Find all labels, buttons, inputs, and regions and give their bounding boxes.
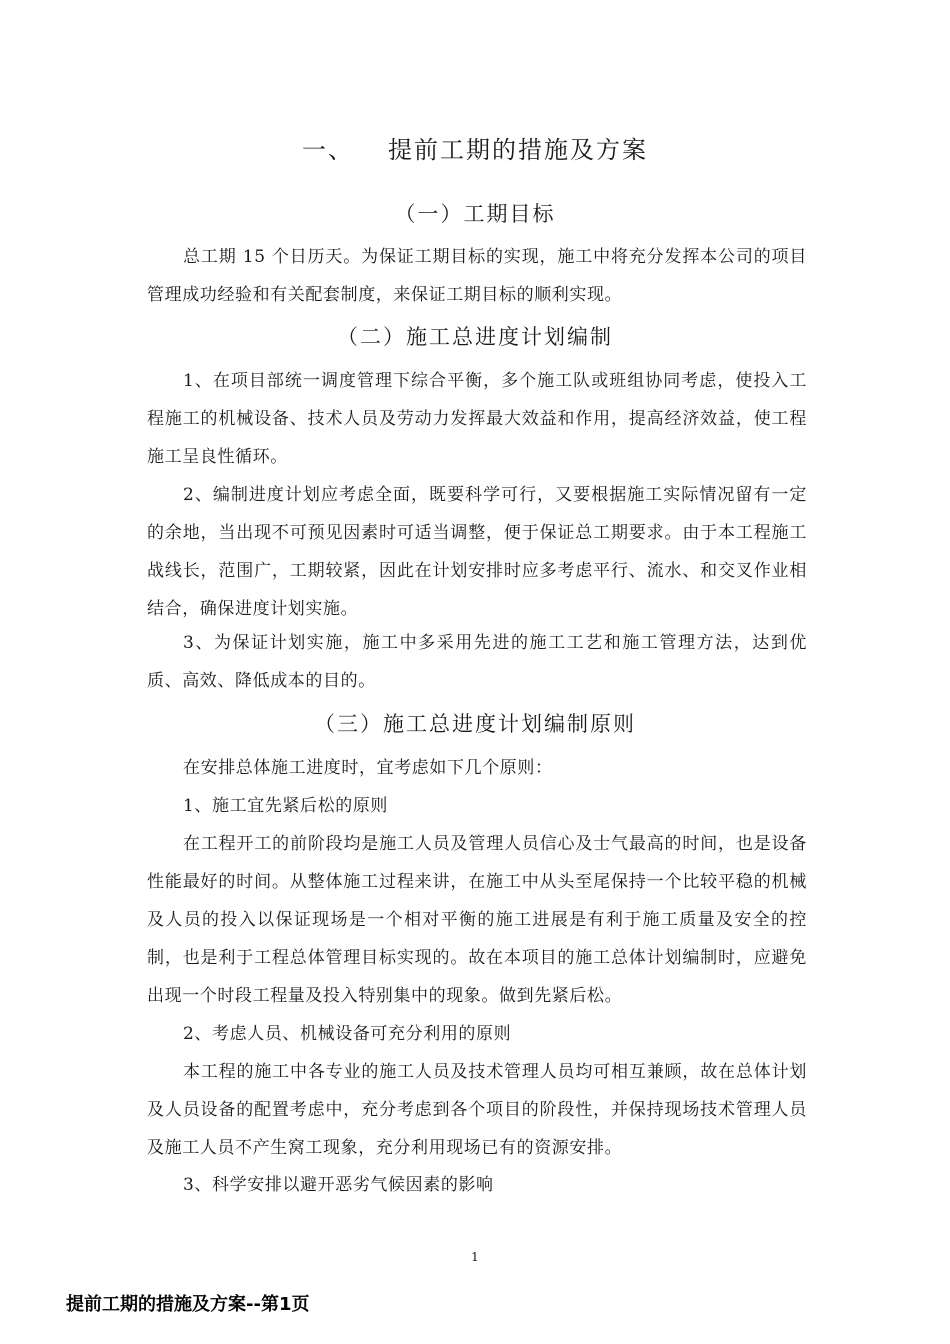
- section-heading-3: （三）施工总进度计划编制原则: [314, 712, 636, 736]
- paragraph: 2、编制进度计划应考虑全面，既要科学可行，又要根据施工实际情况留有一定的余地，当出现不可预见因素时可适当调整，便于保证总工期要求。由于本工程施工战线长，范围广，工期较紧，因此在计划安排时应多考虑平行、流水、和交叉作业相结合，确保进度计划实施。: [147, 485, 807, 619]
- page-number: 1: [471, 1250, 479, 1264]
- list-item-heading: 2、考虑人员、机械设备可充分利用的原则: [183, 1024, 512, 1044]
- title-number: 一、: [302, 136, 354, 164]
- paragraph: 在工程开工的前阶段均是施工人员及管理人员信心及士气最高的时间，也是设备性能最好的时间。从整体施工过程来讲，在施工中从头至尾保持一个比较平稳的机械及人员的投入以保证现场是一个相对平衡的施工进展是有利于施工质量及安全的控制，也是利于工程总体管理目标实现的。故在本项目的施工总体计划编制时，应避免出现一个时段工程量及投入特别集中的现象。做到先紧后松。: [147, 834, 807, 1006]
- paragraph: 3、为保证计划实施，施工中多采用先进的施工工艺和施工管理方法，达到优质、高效、降低成本的目的。: [147, 633, 807, 691]
- section-heading-1: （一）工期目标: [394, 202, 556, 226]
- list-item-heading: 1、施工宜先紧后松的原则: [183, 796, 389, 816]
- paragraph: 总工期 15 个日历天。为保证工期目标的实现，施工中将充分发挥本公司的项目管理成功经验和有关配套制度，来保证工期目标的顺利实现。: [147, 247, 807, 305]
- title-text: 提前工期的措施及方案: [388, 136, 648, 164]
- paragraph: 在安排总体施工进度时，宜考虑如下几个原则：: [183, 758, 553, 778]
- section-heading-2: （二）施工总进度计划编制: [337, 325, 613, 349]
- document-title: [0, 130, 950, 165]
- page-footer: 提前工期的措施及方案--第1页: [66, 1294, 310, 1315]
- list-item-heading: 3、科学安排以避开恶劣气候因素的影响: [183, 1175, 494, 1195]
- paragraph: 本工程的施工中各专业的施工人员及技术管理人员均可相互兼顾，故在总体计划及人员设备的配置考虑中，充分考虑到各个项目的阶段性，并保持现场技术管理人员及施工人员不产生窝工现象，充分利用现场已有的资源安排。: [147, 1062, 807, 1158]
- paragraph: 1、在项目部统一调度管理下综合平衡，多个施工队或班组协同考虑，使投入工程施工的机械设备、技术人员及劳动力发挥最大效益和作用，提高经济效益，使工程施工呈良性循环。: [147, 371, 807, 467]
